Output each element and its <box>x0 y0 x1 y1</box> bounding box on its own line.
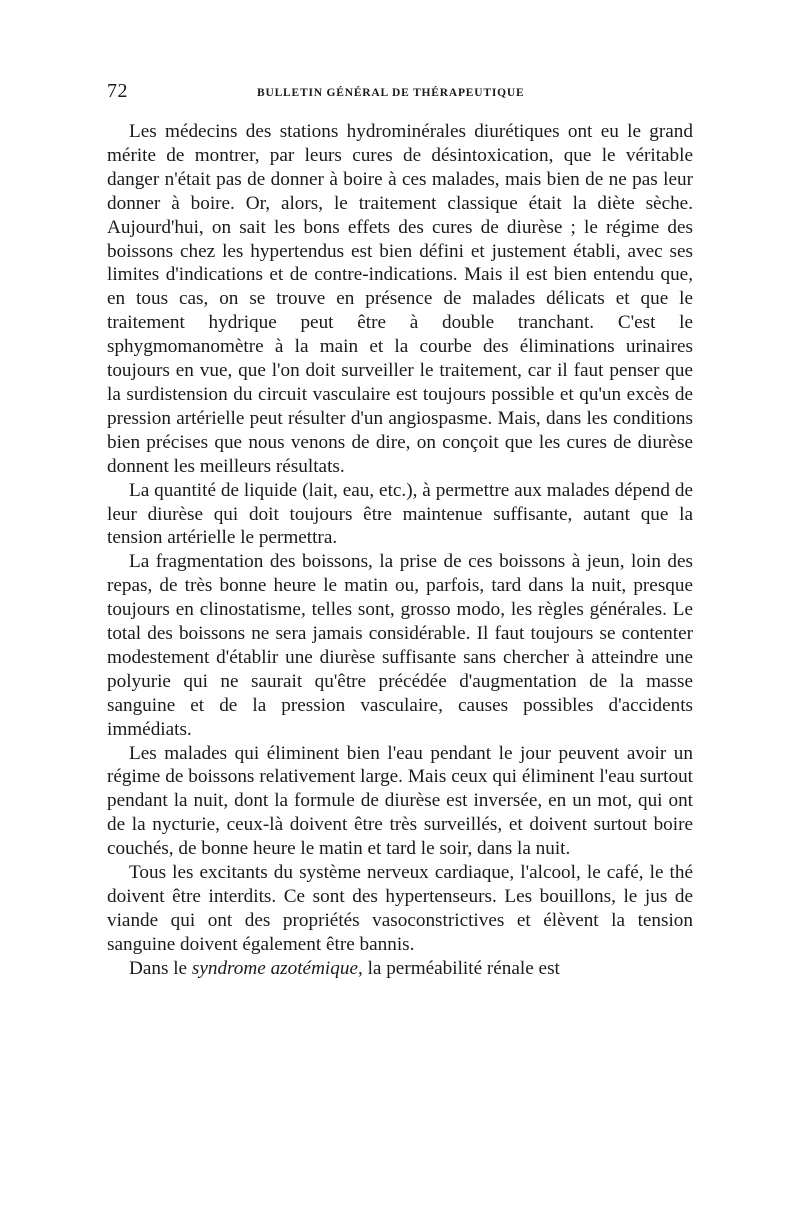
italic-term: syndrome azotémique <box>191 957 358 979</box>
running-head: BULLETIN GÉNÉRAL DE THÉRAPEUTIQUE <box>257 87 525 99</box>
paragraph-1: Les médecins des stations hydrominérales diurétiques ont eu le grand mérite de montrer, par leurs cures de désintoxication, que le véritable danger n'était pas de donner à boire à ces malades, mais bien de ne pas leur donner à boire. Or, alors, le traitement classique était la diète sèche. Aujourd'hui, on sait les bons effets des cures de diurèse ; le régime des boissons chez les hypertendus est bien défini et justement établi, avec ses limites d'indications et de contre-indications. Mais il est bien entendu que, en tous cas, on se trouve en présence de malades délicats et que le traitement hydrique peut être à double tranchant. C'est le sphygmomanomètre à la main et la courbe des éliminations urinaires toujours en vue, que l'on doit surveiller le traitement, car il faut penser que la surdistension du circuit vasculaire est toujours possible et qu'un excès de pression artérielle peut résulter d'un angiospasme. Mais, dans les conditions bien précises que nous venons de dire, on conçoit que les cures de diurèse donnent les meilleurs résultats. <box>107 121 693 477</box>
paragraph-3: La fragmentation des boissons, la prise de ces boissons à jeun, loin des repas, de très bonne heure le matin ou, parfois, tard dans la nuit, presque toujours en clinostatisme, telles sont, grosso modo, les règles générales. Le total des boissons ne sera jamais considérable. Il faut toujours se contenter modestement d'établir une diurèse suffisante sans chercher à atteindre une polyurie qui ne saurait qu'être précédée d'augmentation de la masse sanguine et de la pression vasculaire, causes possibles d'accidents immédiats. <box>107 551 693 740</box>
body-text <box>107 120 693 981</box>
page-number: 72 <box>107 80 128 102</box>
page <box>107 80 693 981</box>
paragraph-6-start: Dans le <box>129 957 192 979</box>
paragraph-6-end: , la perméabilité rénale est <box>357 957 560 979</box>
paragraph-4: Les malades qui éliminent bien l'eau pendant le jour peuvent avoir un régime de boissons relativement large. Mais ceux qui éliminent l'eau surtout pendant la nuit, dont la formule de diurèse est inversée, en un mot, qui ont de la nycturie, ceux-là doivent être très surveillés, et doivent surtout boire couchés, de bonne heure le matin et tard le soir, dans la nuit. <box>107 742 693 860</box>
paragraph-5: Tous les excitants du système nerveux cardiaque, l'alcool, le café, le thé doivent être interdits. Ce sont des hypertenseurs. Les bouillons, le jus de viande qui ont des propriétés vasoconstrictives et élèvent la tension sanguine doivent également être bannis. <box>107 862 693 955</box>
paragraph-2: La quantité de liquide (lait, eau, etc.), à permettre aux malades dépend de leur diurèse qui doit toujours être maintenue suffisante, autant que la tension artérielle le permettra. <box>107 479 693 549</box>
paragraph-6 <box>107 957 693 981</box>
page-header <box>107 80 693 110</box>
